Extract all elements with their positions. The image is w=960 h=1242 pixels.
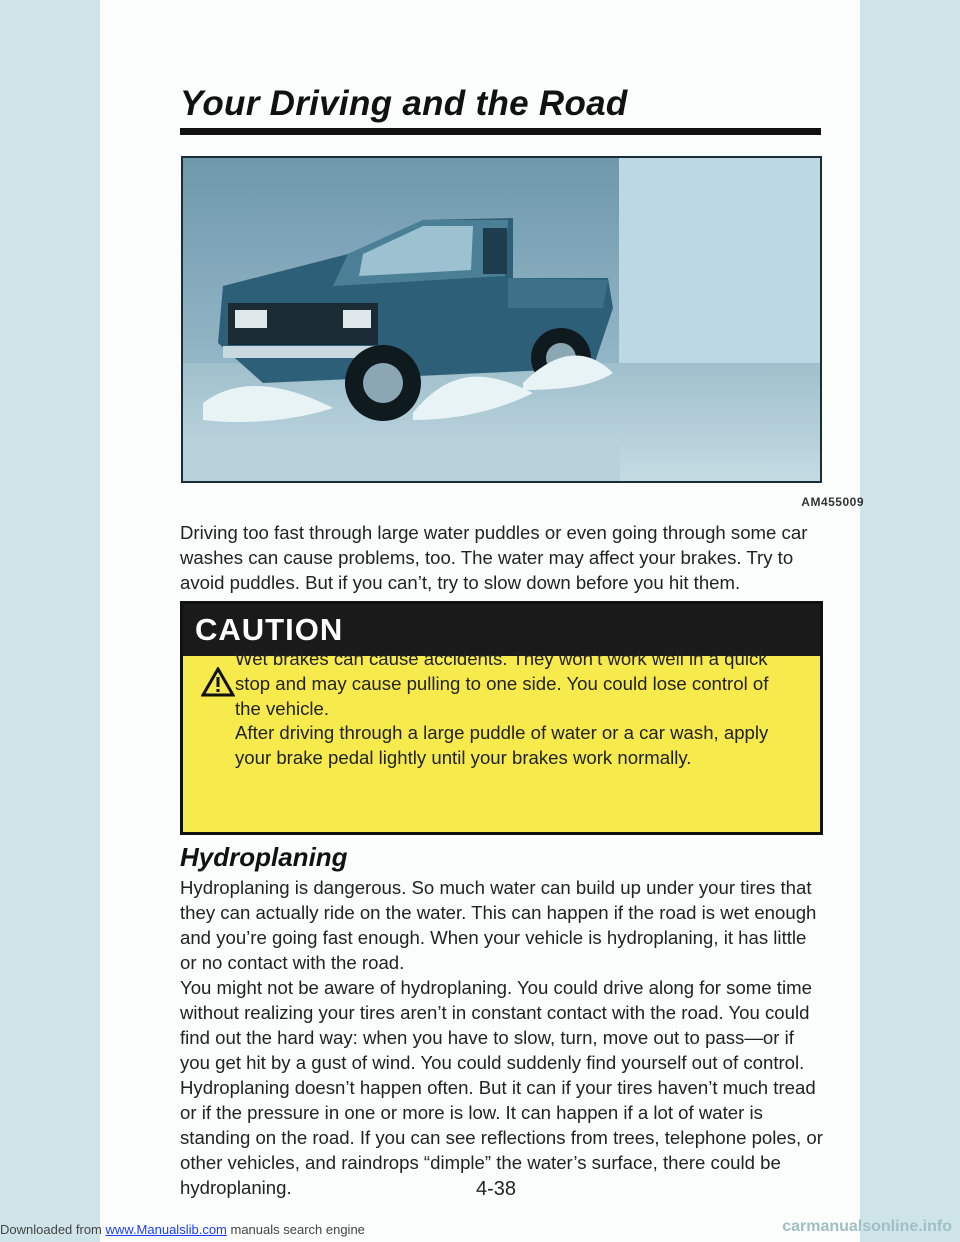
manualslib-link[interactable]: www.Manualslib.com [105, 1222, 227, 1237]
figure-code: AM455009 [801, 495, 864, 509]
caution-text-2: After driving through a large puddle of water or a car wash, apply your brake pedal lightly until your brakes work normally. [235, 722, 769, 768]
header-rule [180, 128, 821, 135]
hydroplaning-paragraph-1: Hydroplaning is dangerous. So much water can build up under your tires that they can actually ride on the water. This can happen if the road is wet enough and you’re going fast enough. When your vehicle is hydroplaning, it has little or no contact with the road. [180, 877, 817, 973]
truck-splashing-photo [181, 156, 822, 483]
footer-prefix: Downloaded from [0, 1222, 106, 1237]
watermark-text: carmanualsonline.info [782, 1218, 952, 1235]
caution-label: CAUTION [183, 604, 820, 656]
hydroplaning-paragraph-3: Hydroplaning doesn’t happen often. But it can if your tires haven’t much tread or if the pressure in one or more is low. It can happen if a lot of water is standing on the road. If you can see reflections from trees, telephone poles, or other vehicles, and raindrops “dimple” the water’s surface, there could be hydroplaning. [180, 1077, 823, 1198]
page-number: 4-38 [476, 1178, 517, 1200]
hydroplaning-paragraph-2: You might not be aware of hydroplaning. You could drive along for some time without realizing your tires aren’t in constant contact with the road. You could find out the hard way: when you have to slow, turn, move out to pass—or if you get hit by a gust of wind. You could suddenly find yourself out of control. [180, 977, 812, 1073]
caution-box [180, 601, 823, 835]
section-title-hydroplaning: Hydroplaning [180, 842, 348, 872]
caution-text-1: Wet brakes can cause accidents. They won’t work well in a quick stop and may cause pulling to one side. You could lose control of the vehicle. [235, 648, 769, 719]
page-margin-right [860, 0, 960, 1242]
page-margin-left [0, 0, 100, 1242]
footer-suffix: manuals search engine [226, 1222, 365, 1237]
warning-triangle-icon [201, 667, 235, 697]
truck-photo-illustration [183, 158, 820, 481]
intro-paragraph: Driving too fast through large water puddles or even going through some car washes can cause problems, too. The water may affect your brakes. Try to avoid puddles. But if you can’t, try to slow down before you hit them. [180, 522, 808, 593]
download-footer [0, 1222, 365, 1237]
page-header-title: Your Driving and the Road [180, 84, 628, 123]
